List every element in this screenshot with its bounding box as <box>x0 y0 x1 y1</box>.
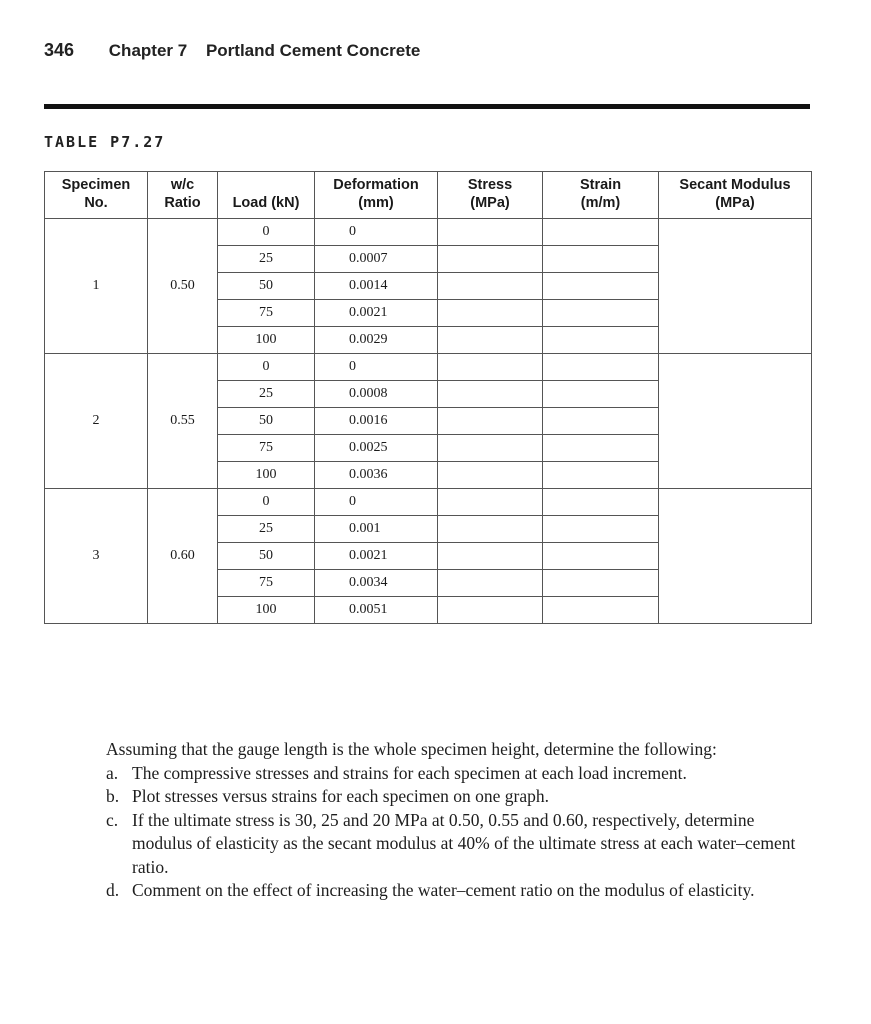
deformation-cell: 0 <box>315 354 438 381</box>
header-wc-line2: Ratio <box>164 195 201 211</box>
table-row <box>45 489 812 516</box>
header-wc-ratio <box>148 172 218 219</box>
stress-cell <box>438 219 543 246</box>
header-strain <box>543 172 659 219</box>
deformation-cell: 0.0008 <box>315 381 438 408</box>
strain-cell <box>543 543 659 570</box>
load-cell: 75 <box>218 435 315 462</box>
strain-cell <box>543 381 659 408</box>
item-label: b. <box>106 786 120 806</box>
problem-item-d <box>106 879 816 903</box>
wc-ratio-cell: 0.55 <box>148 354 218 489</box>
problem-item-b <box>106 785 816 809</box>
stress-cell <box>438 246 543 273</box>
deformation-cell: 0.0016 <box>315 408 438 435</box>
item-text: Plot stresses versus strains for each specimen on one graph. <box>132 786 549 806</box>
header-deformation <box>315 172 438 219</box>
strain-cell <box>543 435 659 462</box>
stress-cell <box>438 597 543 624</box>
load-cell: 25 <box>218 516 315 543</box>
deformation-cell: 0.0034 <box>315 570 438 597</box>
load-cell: 25 <box>218 381 315 408</box>
page-number: 346 <box>44 40 75 60</box>
strain-cell <box>543 489 659 516</box>
deformation-cell: 0.0014 <box>315 273 438 300</box>
stress-cell <box>438 300 543 327</box>
stress-cell <box>438 273 543 300</box>
header-stress-line1: Stress <box>467 177 513 193</box>
header-load <box>218 172 315 219</box>
chapter-label: Chapter 7 <box>108 41 188 60</box>
secant-modulus-cell <box>659 489 812 624</box>
problem-item-a <box>106 762 816 786</box>
chapter-title: Portland Cement Concrete <box>205 41 421 60</box>
deformation-cell: 0.0036 <box>315 462 438 489</box>
header-secant-modulus <box>659 172 812 219</box>
load-cell: 0 <box>218 219 315 246</box>
item-label: a. <box>106 762 119 783</box>
secant-modulus-cell <box>659 354 812 489</box>
strain-cell <box>543 246 659 273</box>
load-cell: 75 <box>218 300 315 327</box>
wc-ratio-cell: 0.60 <box>148 489 218 624</box>
stress-cell <box>438 543 543 570</box>
deformation-cell: 0.0051 <box>315 597 438 624</box>
problem-intro: Assuming that the gauge length is the whole specimen height, determine the following: <box>106 739 717 759</box>
deformation-cell: 0 <box>315 489 438 516</box>
load-cell: 100 <box>218 462 315 489</box>
stress-cell <box>438 516 543 543</box>
load-cell: 75 <box>218 570 315 597</box>
problem-statement <box>106 738 816 903</box>
specimen-number-cell: 1 <box>45 219 148 354</box>
deformation-cell: 0.0029 <box>315 327 438 354</box>
secant-modulus-cell <box>659 219 812 354</box>
deformation-cell: 0.0021 <box>315 543 438 570</box>
item-text: If the ultimate stress is 30, 25 and 20 MPa at 0.50, 0.55 and 0.60, respectively, determine modulus of elasticity as the secant modulus at 40% of the ultimate stress at each water–cement ratio. <box>132 809 796 877</box>
specimen-number-cell: 2 <box>45 354 148 489</box>
table-row <box>45 354 812 381</box>
header-load-text: Load (kN) <box>232 195 300 211</box>
deformation-cell: 0 <box>315 219 438 246</box>
strain-cell <box>543 462 659 489</box>
load-cell: 0 <box>218 489 315 516</box>
table-label: TABLE P7.27 <box>44 133 166 151</box>
header-secant-line1: Secant Modulus <box>679 177 791 193</box>
load-cell: 25 <box>218 246 315 273</box>
strain-cell <box>543 354 659 381</box>
table-header-row <box>45 172 812 219</box>
deformation-cell: 0.0025 <box>315 435 438 462</box>
load-cell: 100 <box>218 597 315 624</box>
header-strain-line1: Strain <box>579 177 622 193</box>
item-label: c. <box>106 809 119 830</box>
header-deformation-line2: (mm) <box>358 195 394 211</box>
deformation-cell: 0.001 <box>315 516 438 543</box>
load-cell: 50 <box>218 408 315 435</box>
data-table <box>44 171 812 624</box>
header-specimen-line2: No. <box>84 195 108 211</box>
header-wc-line1: w/c <box>170 177 195 193</box>
stress-cell <box>438 354 543 381</box>
header-stress-line2: (MPa) <box>470 195 510 211</box>
load-cell: 0 <box>218 354 315 381</box>
header-deformation-line1: Deformation <box>333 177 419 193</box>
strain-cell <box>543 219 659 246</box>
item-text: Comment on the effect of increasing the water–cement ratio on the modulus of elasticity. <box>132 880 755 900</box>
problem-item-c <box>106 809 816 880</box>
page-header <box>44 40 420 61</box>
stress-cell <box>438 408 543 435</box>
stress-cell <box>438 489 543 516</box>
strain-cell <box>543 570 659 597</box>
specimen-number-cell: 3 <box>45 489 148 624</box>
strain-cell <box>543 408 659 435</box>
stress-cell <box>438 435 543 462</box>
header-stress <box>438 172 543 219</box>
header-strain-line2: (m/m) <box>580 195 621 211</box>
item-text: The compressive stresses and strains for each specimen at each load increment. <box>132 762 687 783</box>
strain-cell <box>543 516 659 543</box>
header-secant-line2: (MPa) <box>715 195 755 211</box>
load-cell: 50 <box>218 543 315 570</box>
stress-cell <box>438 570 543 597</box>
deformation-cell: 0.0007 <box>315 246 438 273</box>
deformation-cell: 0.0021 <box>315 300 438 327</box>
header-specimen-line1: Specimen <box>61 177 131 193</box>
item-label: d. <box>106 880 120 900</box>
stress-cell <box>438 462 543 489</box>
load-cell: 100 <box>218 327 315 354</box>
wc-ratio-cell: 0.50 <box>148 219 218 354</box>
strain-cell <box>543 597 659 624</box>
header-rule <box>44 104 810 109</box>
stress-cell <box>438 327 543 354</box>
table-row <box>45 219 812 246</box>
strain-cell <box>543 327 659 354</box>
load-cell: 50 <box>218 273 315 300</box>
strain-cell <box>543 273 659 300</box>
strain-cell <box>543 300 659 327</box>
stress-cell <box>438 381 543 408</box>
header-specimen <box>45 172 148 219</box>
